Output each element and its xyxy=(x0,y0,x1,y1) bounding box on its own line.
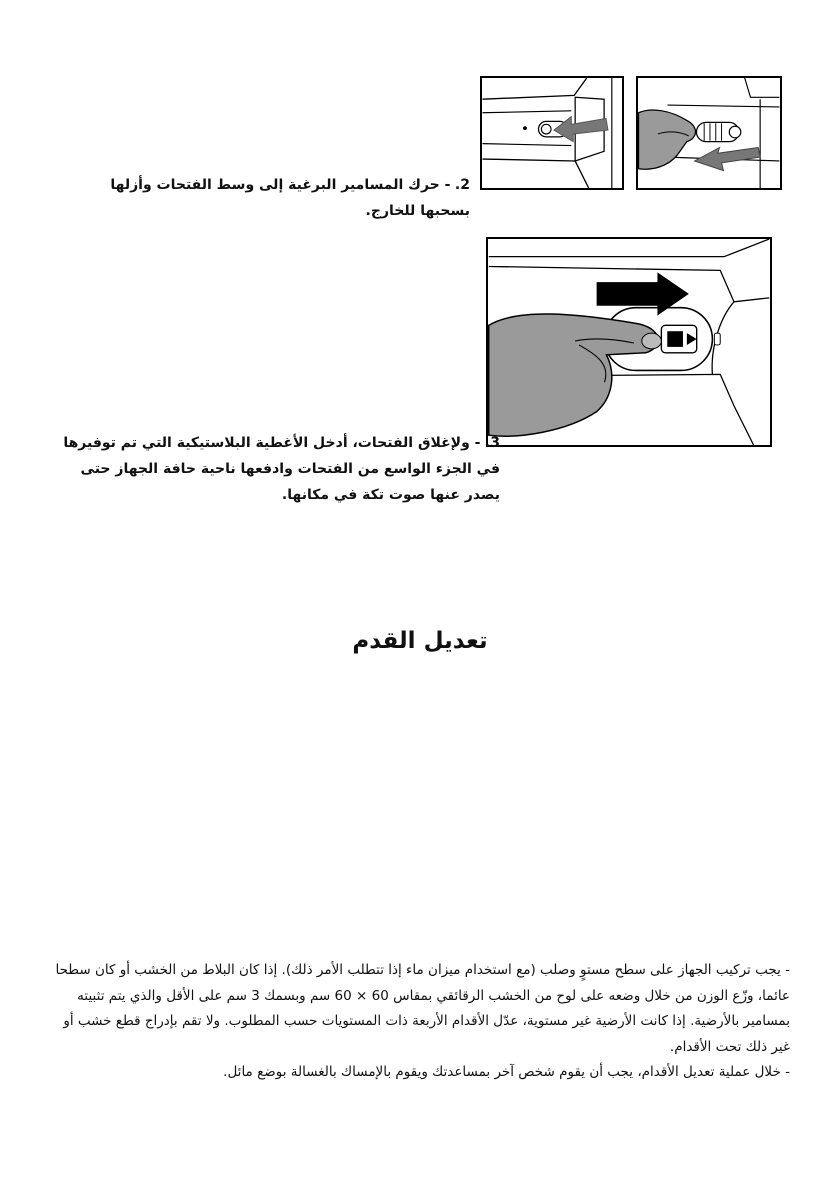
step-number: 3. xyxy=(484,435,500,451)
step-3 xyxy=(60,430,500,508)
list-item: - خلال عملية تعديل الأقدام، يجب أن يقوم شخص آخر بمساعدتك ويقوم بالإمساك بالغسالة بوضع مائل. xyxy=(223,1064,790,1080)
step-text: - ولإغلاق الفتحات، أدخل الأغطية البلاستيكية التي تم توفيرها في الجزء الواسع من الفتحات وادفعها ناحية حافة الجهاز حتى يصدر عنها صوت تكة في مكانها. xyxy=(63,435,500,503)
step-number: 2. xyxy=(454,177,470,193)
section-title: تعديل القدم xyxy=(352,628,488,654)
step-2 xyxy=(60,172,470,224)
instructions-list xyxy=(55,958,790,1086)
figure-bolt-left xyxy=(480,76,624,190)
step-text: - حرك المسامير البرغية إلى وسط الفتحات وأزلها بسحبها للخارج. xyxy=(110,177,470,219)
list-item: - يجب تركيب الجهاز على سطح مستوٍ وصلب (مع استخدام ميزان ماء إذا تتطلب الأمر ذلك). إذا كان البلاط من الخشب أو كان سطحا عائما، وزّع الوزن من خلال وضعه على لوح من الخشب الرقائقي بمقاس 60 × 60 سم وبسمك 3 سم على الأقل والذي يتم تثبيته بمسامير بالأرضية. إذا كانت الأرضية غير مستوية، عدّل الأقدام الأربعة ذات المستويات حسب المطلوب. ولا تقم بإدراج قطع خشب أو غير ذلك تحت الأقدام. xyxy=(55,962,790,1055)
figure-bolt-hand xyxy=(636,76,782,190)
figure-cap-insert xyxy=(486,237,772,447)
